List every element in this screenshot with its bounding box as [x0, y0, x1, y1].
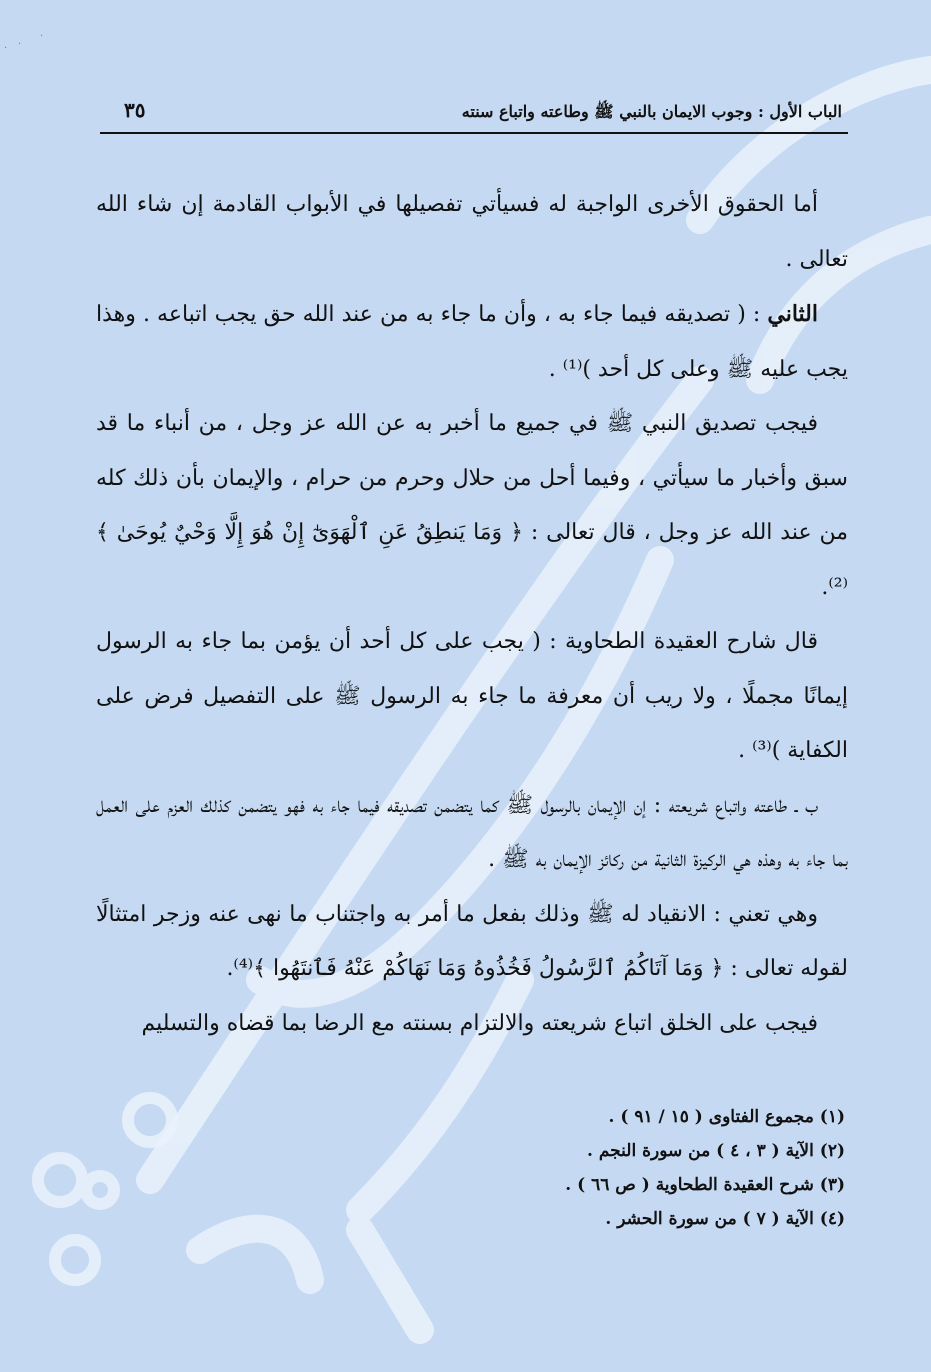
- footnote-3: (٣) شرح العقيدة الطحاوية ( ص ٦٦ ) .: [565, 1175, 845, 1195]
- paragraph-4: قال شارح العقيدة الطحاوية : ( يجب على كل أحد أن يؤمن بما جاء به الرسول إيمانًا مجملًا ، ولا ريب أن معرفة ما جاء به الرسول ﷺ على التفصيل فرض على الكفاية )⁽³⁾ .: [96, 629, 848, 763]
- page-number: ٣٥: [124, 98, 146, 122]
- footnotes: [245, 1100, 845, 1236]
- paragraph-2: [96, 287, 848, 397]
- paragraph-6: وهي تعني : الانقياد له ﷺ وذلك بفعل ما أمر به واجتناب ما نهى عنه وزجر امتثالًا لقوله تعالى : ﴿ وَمَا آتَاكُمُ ٱلرَّسُولُ فَخُذُوهُ وَمَا نَهَاكُمْ عَنْهُ فَٱنتَهُوا ﴾⁽⁴⁾.: [96, 901, 848, 981]
- paragraph-7: فيجب على الخلق اتباع شريعته والالتزام بسنته مع الرضا بما قضاه والتسليم: [141, 1010, 818, 1036]
- footnote-1: (١) مجموع الفتاوى ( ١٥ / ٩١ ) .: [608, 1107, 845, 1127]
- running-header: [100, 96, 848, 134]
- paragraph-5: ب ـ طاعته واتباع شريعته : إن الإيمان بالرسول ﷺ كما يتضمن تصديقه فيما جاء به فهو يتضمن كذلك العزم على العمل بما جاء به وهذه هي الركيزة الثانية من ركائز الإيمان به ﷺ .: [96, 792, 848, 872]
- scanned-page: . . . الباب الأول : وجوب الايمان بالنبي ﷺ وطاعته واتباع سنته ٣٥ أما الحقوق الأخرى الواجبة له فسيأتي تفصيلها في الأبواب القادمة إن شاء الله تعالى . الثاني : ( تصديقه فيما جاء به ، وأن ما جاء به من عند الله حق يجب اتباعه . وهذا يجب عليه ﷺ وعلى كل أحد )⁽¹⁾ . فيجب تصديق النبي ﷺ في جميع ما أخبر به عن الله عز وجل ، من أنباء ما قد سبق وأخبار ما سيأتي ، وفيما أحل من حلال وحرم من حرام ، والإيمان بأن ذلك كله من عند الله عز وجل ، قال تعالى : ﴿ وَمَا يَنطِقُ عَنِ ٱلْهَوَىٰٓ إِنْ هُوَ إِلَّا وَحْيٌ يُوحَىٰ ﴾⁽²⁾. قال شارح العقيدة الطحاوية : ( يجب على كل أحد أن يؤمن بما جاء به الرسول إيمانًا مجملًا ، ولا ريب أن معرفة ما جاء به الرسول ﷺ على التفصيل فرض على الكفاية )⁽³⁾ . ب ـ طاعته واتباع شريعته : إن الإيمان بالرسول ﷺ كما يتضمن تصديقه فيما جاء به فهو يتضمن كذلك العزم على العمل بما جاء به وهذه هي الركيزة الثانية من ركائز الإيمان به ﷺ . وهي تعني : الانقياد له ﷺ وذلك بفعل ما أمر به واجتناب ما نهى عنه وزجر امتثالًا لقوله تعالى : ﴿ وَمَا آتَاكُمُ ٱلرَّسُولُ فَخُذُوهُ وَمَا نَهَاكُمْ عَنْهُ فَٱنتَهُوا ﴾⁽⁴⁾. فيجب على الخلق اتباع شريعته والالتزام بسنته مع الرضا بما قضاه والتسليم (١) مجموع الفتاوى ( ١٥ / ٩١ ) . (٢) الآية ( ٣ ، ٤ ) من سورة النجم . (٣) شرح العقيدة الطحاوية ( ص ٦٦ ) . (٤) الآية ( ٧ ) من سورة الحشر .: [0, 0, 931, 1372]
- footnote-2: (٢) الآية ( ٣ ، ٤ ) من سورة النجم .: [587, 1141, 845, 1161]
- main-text: [96, 178, 848, 1051]
- paragraph-2-text: : ( تصديقه فيما جاء به ، وأن ما جاء به من عند الله حق يجب اتباعه . وهذا يجب عليه ﷺ وعلى كل أحد )⁽¹⁾ .: [96, 302, 848, 382]
- running-title: الباب الأول : وجوب الايمان بالنبي ﷺ وطاعته واتباع سنته: [461, 102, 842, 121]
- paragraph-1: أما الحقوق الأخرى الواجبة له فسيأتي تفصيلها في الأبواب القادمة إن شاء الله تعالى .: [96, 192, 848, 272]
- paragraph-3: فيجب تصديق النبي ﷺ في جميع ما أخبر به عن الله عز وجل ، من أنباء ما قد سبق وأخبار ما سيأتي ، وفيما أحل من حلال وحرم من حرام ، والإيمان بأن ذلك كله من عند الله عز وجل ، قال تعالى : ﴿ وَمَا يَنطِقُ عَنِ ٱلْهَوَىٰٓ إِنْ هُوَ إِلَّا وَحْيٌ يُوحَىٰ ﴾⁽²⁾.: [96, 411, 848, 600]
- paragraph-2-lead: الثاني: [767, 301, 818, 327]
- footnote-4: (٤) الآية ( ٧ ) من سورة الحشر .: [605, 1209, 845, 1229]
